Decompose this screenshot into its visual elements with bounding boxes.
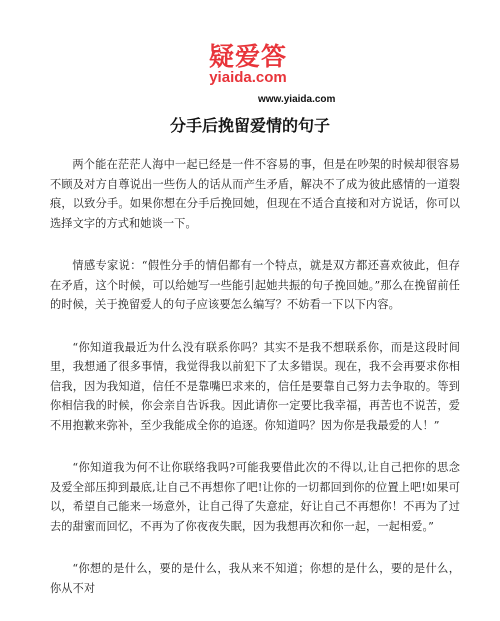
site-url: www.yiaida.com: [258, 94, 336, 105]
paragraph: “你想的是什么，要的是什么，我从来不知道；你想的是什么，要的是什么，你从不对: [50, 562, 460, 595]
article-body: [50, 155, 460, 621]
article-title: 分手后挽留爱情的句子: [169, 116, 330, 135]
logo-english-text: yiaida.com: [209, 69, 287, 86]
paragraph: “你知道我最近为什么没有联系你吗？其实不是我不想联系你，而是这段时间里，我想通了很多事情，我觉得我以前犯下了太多错误。现在，我不会再要求你相信我，因为我知道，信任不是靠嘴巴求来的，信任是要靠自己努力去争取的。等到你相信我的时候，你会亲自告诉我。因此请你一定要比我幸福，再苦也不说苦，爱不用抱歉来弥补，至少我能成全你的追逐。你知道吗？因为你是我最爱的人！”: [50, 340, 460, 432]
site-logo[interactable]: [168, 43, 328, 86]
paragraph: 两个能在茫茫人海中一起已经是一件不容易的事，但是在吵架的时候却很容易不顾及对方自尊说出一些伤人的话从而产生矛盾，解决不了成为彼此感情的一道裂痕，以致分手。如果你想在分手后挽回她，但现在不适合直接和对方说话，你可以选择文字的方式和她谈一下。: [50, 158, 460, 230]
paragraph: 情感专家说：“假性分手的情侣都有一个特点，就是双方都还喜欢彼此，但存在矛盾，这个时候，可以给她写一些能引起她共振的句子挽回她。”那么在挽留前任的时候，关于挽留爱人的句子应该要怎么编写？不妨看一下以下内容。: [50, 259, 460, 311]
paragraph: “你知道我为何不让你联络我吗?可能我要借此次的不得以,让自己把你的思念及爱全部压抑到最底,让自己不再想你了吧!让你的一切都回到你的位置上吧!如果可以，希望自己能来一场意外，让自己得了失意症，好让自己不再想你！不再为了过去的甜蜜而回忆，不再为了你夜夜失眠，因为我想再次和你一起，一起相爱。”: [50, 461, 460, 533]
logo-chinese-text: 疑爱答: [208, 42, 287, 71]
